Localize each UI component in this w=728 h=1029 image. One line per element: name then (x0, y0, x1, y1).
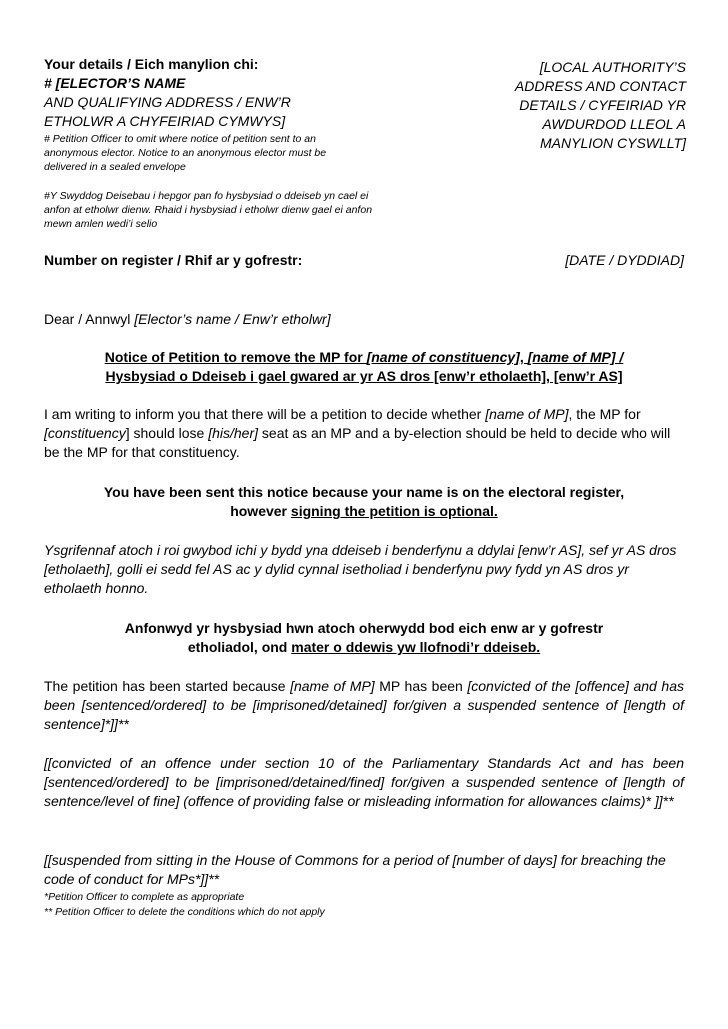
notice-reason-cy (44, 619, 684, 657)
intro-paragraph-en (44, 405, 684, 462)
p1-d: [constituency (44, 425, 126, 441)
salutation (44, 310, 331, 329)
elector-name-line1: # [ELECTOR’S NAME (44, 75, 186, 91)
reason-en-l2b: signing the petition is optional. (290, 503, 498, 519)
footnote-complete: *Petition Officer to complete as appropriate (44, 891, 245, 903)
local-authority-address (470, 58, 686, 153)
la-line5: MANYLION CYSWLLT] (540, 135, 686, 151)
elector-name-line3: ETHOLWR A CHYFEIRIAD CYMWYS] (44, 113, 286, 129)
la-line2: ADDRESS AND CONTACT (514, 78, 686, 94)
p2-d: [convicted of the [offence] and has been [sentenced/ordered] to be [imprisoned/detained] for/given a suspended sentence of [length of sentence]*]]** (44, 678, 684, 732)
p1-e: ] should lose (125, 425, 209, 441)
register-number-label: Number on register / Rhif ar y gofrestr: (44, 252, 303, 268)
notice-l1-d: [name of MP] / (527, 349, 624, 365)
elector-details-block (44, 55, 344, 131)
p1-c: , the MP for (568, 406, 641, 422)
standards-act-paragraph: [[convicted of an offence under section 10 of the Parliamentary Standards Act and has been [sentenced/ordered] to be [imprisoned/detained/fined] for/given a suspended sentence of [length of sentence/level of fine] (offence of providing false or misleading information for allowances claims)* ]]** (44, 755, 684, 809)
reason-cy-line2 (44, 638, 684, 657)
p1-a: I am writing to inform you that there will be a petition to decide whether (44, 406, 486, 422)
reason-en-line1: You have been sent this notice because your name is on the electoral register, (103, 484, 625, 500)
intro-paragraph-cy: Ysgrifennaf atoch i roi gwybod ichi y bydd yna ddeiseb i benderfynu a ddylai [enw’r AS], sef yr AS dros [etholaeth], golli ei sedd fel AS ac y dylid cynnal isetholiad i benderfynu pwy fydd yn AS dros yr etholaeth honno. (44, 542, 677, 596)
la-line3: DETAILS / CYFEIRIAD YR (519, 97, 686, 113)
reason-cy-l2b: mater o ddewis yw llofnodi’r ddeiseb. (291, 639, 541, 655)
reason-en-line2 (44, 502, 684, 521)
date-placeholder: [DATE / DYDDIAD] (565, 252, 684, 268)
petition-reason-paragraph (44, 677, 684, 734)
salutation-name: [Elector’s name / Enw’r etholwr] (134, 311, 331, 327)
notice-l1-a: Notice of Petition to remove the MP for (104, 349, 367, 365)
notice-l1-c: , (519, 349, 528, 365)
p1-b: [name of MP] (485, 406, 569, 422)
notice-reason-en (44, 483, 684, 521)
elector-name-line2: AND QUALIFYING ADDRESS / ENW’R (44, 94, 291, 110)
p1-g: seat as an MP and a by-election should be held to decide who will be the MP for that constituency. (44, 425, 671, 460)
notice-l1-b: [name of constituency] (366, 349, 520, 365)
p1-f: [his/her] (208, 425, 259, 441)
reason-cy-line1: Anfonwyd yr hysbysiad hwn atoch oherwydd bod eich enw ar y gofrestr (124, 620, 604, 636)
reason-cy-l2a: etholiadol, ond (187, 639, 292, 655)
notice-title (44, 348, 684, 386)
anonymous-elector-note-en: # Petition Officer to omit where notice of petition sent to an anonymous elector. Notice to an anonymous elector must be delivered in a sealed envelope (44, 133, 327, 173)
your-details-heading: Your details / Eich manylion chi: (44, 56, 259, 72)
footnote-delete: ** Petition Officer to delete the conditions which do not apply (44, 906, 325, 918)
notice-title-line1 (44, 348, 684, 367)
p2-c: MP has been (374, 678, 468, 694)
la-line4: AWDURDOD LLEOL A (542, 116, 686, 132)
la-line1: [LOCAL AUTHORITY’S (539, 59, 686, 75)
notice-title-line2: Hysbysiad o Ddeiseb i gael gwared ar yr AS dros [enw’r etholaeth], [enw’r AS] (105, 368, 623, 384)
salutation-dear: Dear / Annwyl (44, 311, 135, 327)
anonymous-elector-note-cy: #Y Swyddog Deisebau i hepgor pan fo hysbysiad o ddeiseb yn cael ei anfon at etholwr dienw. Rhaid i hysbysiad i etholwr dienw gael ei anfon mewn amlen wedi’i selio (44, 190, 373, 230)
p2-b: [name of MP] (290, 678, 375, 694)
reason-en-l2a: however (230, 503, 291, 519)
p2-a: The petition has been started because (44, 678, 291, 694)
suspension-paragraph: [[suspended from sitting in the House of Commons for a period of [number of days] for breaching the code of conduct for MPs*]]** (44, 852, 666, 887)
